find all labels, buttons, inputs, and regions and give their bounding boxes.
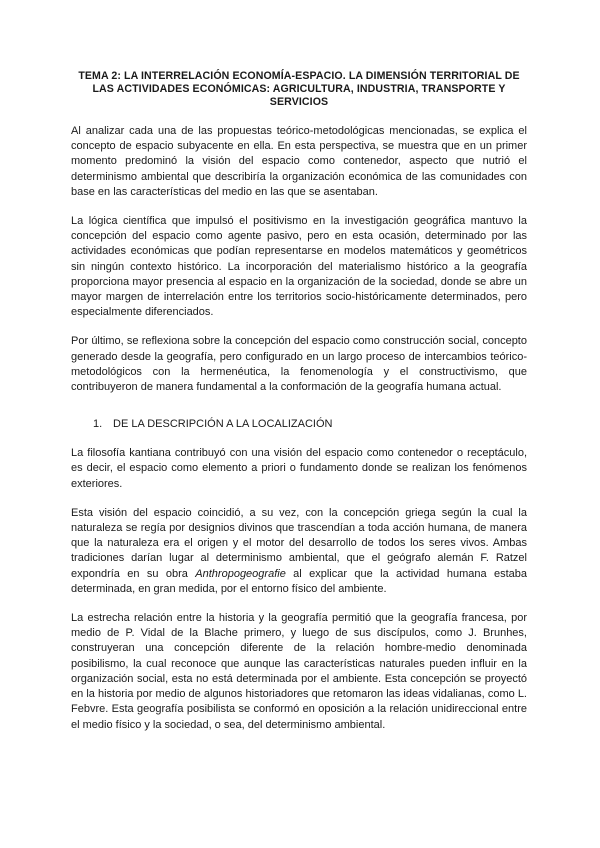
intro-paragraph-3: Por último, se reflexiona sobre la concepción del espacio como construcción social, concepto generado desde la geografía, pero configurado en un largo proceso de intercambios teórico-metodológicos con la hermenéutica, la fenomenología y el constructivismo, que contribuyeron de manera fundamental a la conformación de la geografía humana actual. [71, 335, 527, 394]
section-paragraph-1: La filosofía kantiana contribuyó con una visión del espacio como contenedor o receptáculo, es decir, el espacio como elemento a priori o fundamento donde se realizan los fenómenos exteriores. [71, 447, 527, 490]
book-title-italic: Anthropogeografie [195, 567, 286, 580]
section-paragraph-2-before: Esta visión del espacio coincidió, a su vez, con la concepción griega según la cual la naturaleza se regía por designios divinos que trascendían a toda acción humana, de manera que la naturaleza era el origen y el motor del desarrollo de todos los seres vivos. Ambas tradiciones darían lugar al determinismo ambiental, que el geógrafo alemán F. Ratzel expondría en su obra [71, 506, 527, 580]
document-page [71, 70, 527, 747]
document-title: TEMA 2: LA INTERRELACIÓN ECONOMÍA-ESPACIO. LA DIMENSIÓN TERRITORIAL DE LAS ACTIVIDADES ECONÓMICAS: AGRICULTURA, INDUSTRIA, TRANSPORTE Y SERVICIOS [78, 70, 520, 108]
section-paragraph-2 [71, 506, 527, 597]
intro-paragraph-2: La lógica científica que impulsó el positivismo en la investigación geográfica mantuvo la concepción del espacio como agente pasivo, pero en esta ocasión, determinado por las actividades económicas que podían representarse en modelos matemáticos y geométricos sin ningún contexto histórico. La incorporación del materialismo histórico a la geografía proporciona mayor presencia al espacio en la organización de la sociedad, donde se abre un mayor margen de interrelación entre los territorios socio-históricamente determinados, pero especialmente diferenciados. [71, 215, 527, 319]
intro-paragraph-1: Al analizar cada una de las propuestas teórico-metodológicas mencionadas, se explica el concepto de espacio subyacente en ella. En esta perspectiva, se muestra que en un primer momento predominó la visión del espacio como contenedor, aspecto que nutrió el determinismo ambiental que describiría la organización económica de las comunidades con base en las características del medio en las que se asentaban. [71, 125, 527, 198]
section-title: DE LA DESCRIPCIÓN A LA LOCALIZACIÓN [113, 418, 333, 431]
section-heading [93, 417, 527, 432]
section-paragraph-3: La estrecha relación entre la historia y la geografía permitió que la geografía francesa, por medio de P. Vidal de la Blache primero, y luego de sus discípulos, como J. Brunhes, construyeran una concepción diferente de la relación hombre-medio denominada posibilismo, la cual reconoce que aunque las características naturales pueden influir en la organización social, esta no está determinada por el ambiente. Esta concepción se proyectó en la historia por medio de algunos historiadores que retomaron las ideas vidalianas, como L. Febvre. Esta geografía posibilista se conformó en oposición a la relación unidireccional entre el medio físico y la sociedad, o sea, del determinismo ambiental. [71, 612, 527, 731]
section-paragraph-2-after: al explicar que la actividad humana estaba determinada, en gran medida, por el entorno físico del ambiente. [71, 567, 527, 595]
section-number: 1. [93, 418, 103, 431]
